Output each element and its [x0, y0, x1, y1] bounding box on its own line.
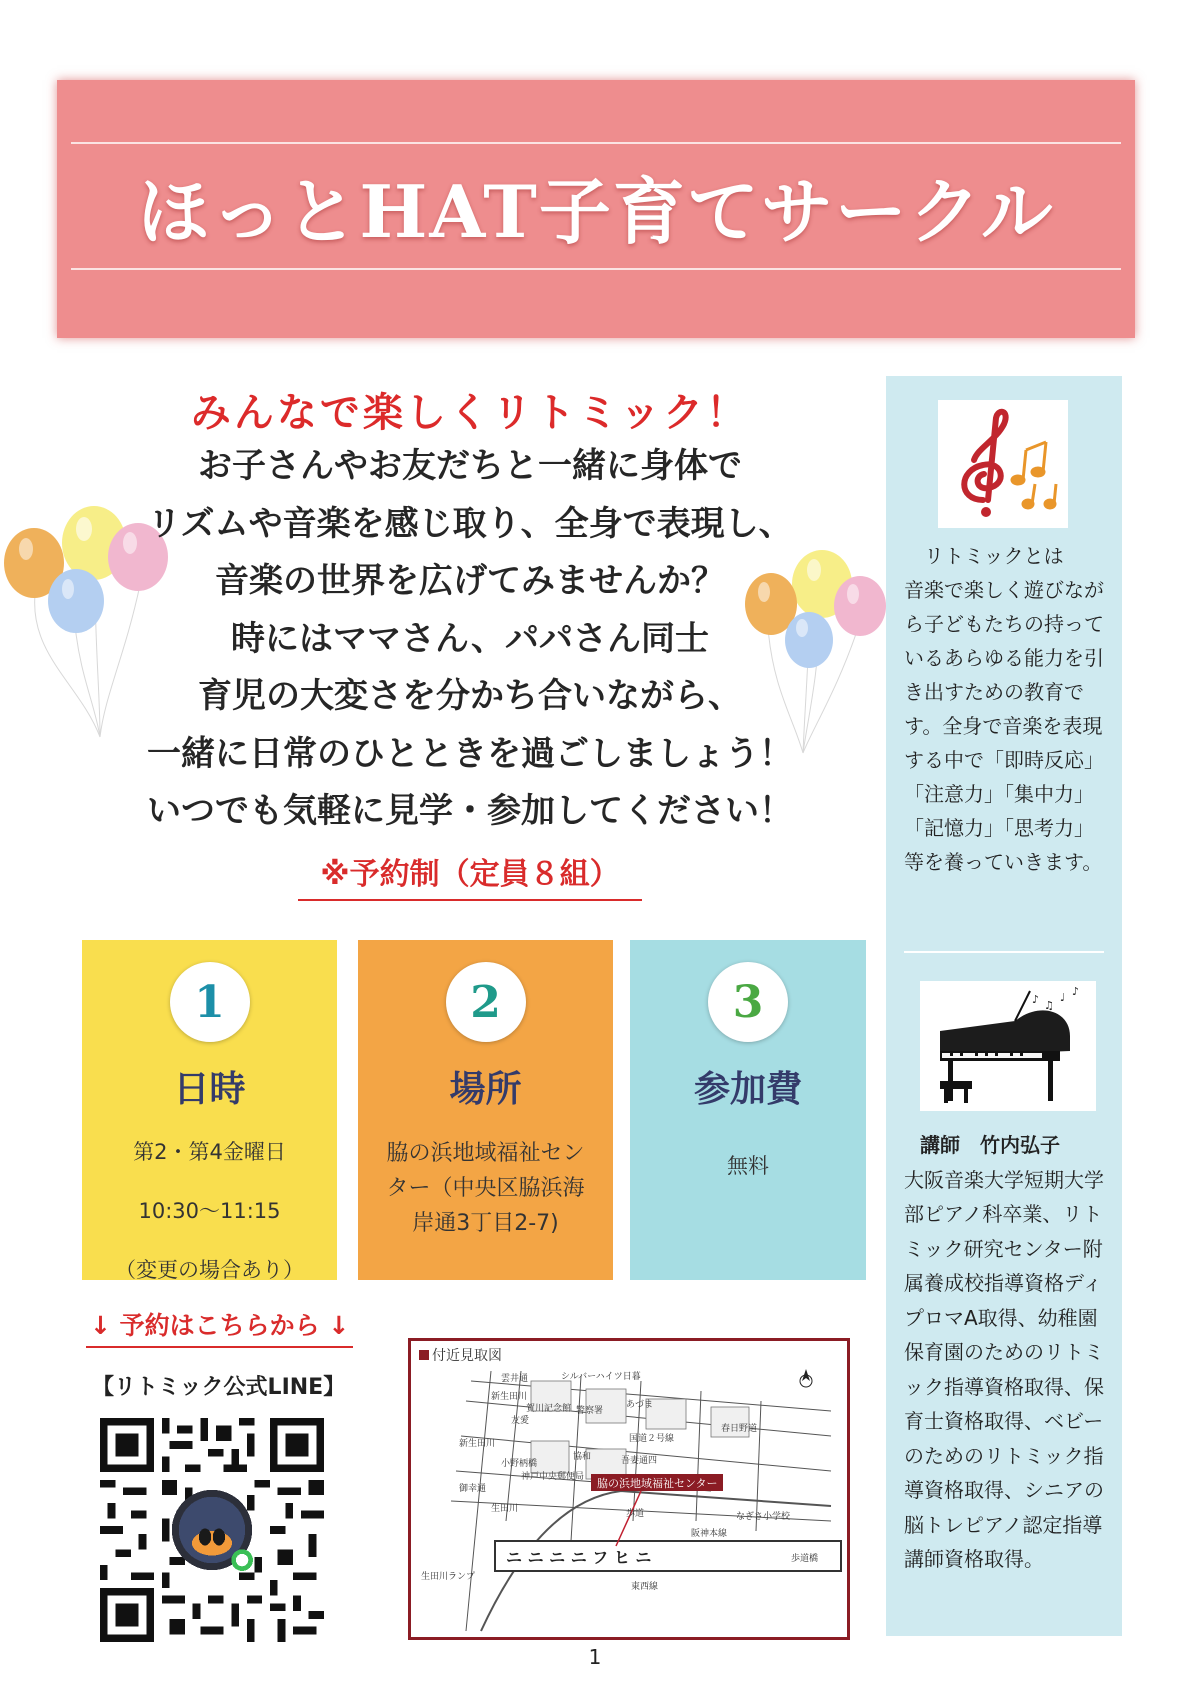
detail-line: （変更の場合あり）: [115, 1258, 304, 1282]
teacher-profile: [904, 1128, 1116, 1577]
page-title: ほっとHAT子育てサークル: [137, 169, 1055, 254]
info-box-fee: [630, 940, 866, 1280]
detail-line: 10:30〜11:15: [138, 1199, 281, 1223]
music-notes-image: [938, 400, 1068, 528]
banner-rule-bottom: [71, 268, 1121, 270]
info-box-datetime: [82, 940, 337, 1280]
map-label: なぎさ小学校: [736, 1512, 791, 1522]
box-title: 場所: [449, 1069, 522, 1110]
line-qr-code[interactable]: [100, 1418, 324, 1642]
detail-line: 無料: [727, 1154, 769, 1178]
map-label: 阪神本線: [691, 1529, 728, 1539]
number-badge: 3: [708, 962, 788, 1042]
map-label: 御幸通: [459, 1484, 487, 1494]
map-label: 吾妻通四: [621, 1456, 658, 1466]
number-badge: 2: [446, 962, 526, 1042]
number-badge: 1: [170, 962, 250, 1042]
rhythmic-text: 音楽で楽しく遊びながら子どもたちの持っているあらゆる能力を引き出すための教育です。全身で音楽を表現する中で「即時反応」「注意力」「集中力」「記憶力」「思考力」等を養っていきます。: [904, 578, 1104, 874]
map-label: 賀川記念館: [526, 1404, 572, 1414]
box-title: 日時: [173, 1069, 246, 1110]
map-label: シルバーハイツ日暮: [561, 1372, 641, 1382]
map-title: 付近見取図: [419, 1345, 502, 1365]
intro-line: お子さんやお友だちと一緒に身体で: [198, 446, 742, 486]
sidebar: [886, 376, 1122, 1636]
teacher-name: 講師 竹内弘子: [920, 1133, 1060, 1157]
map-label: 協和: [573, 1452, 592, 1462]
box-detail: [358, 1136, 613, 1241]
svg-text:♩: ♩: [1060, 991, 1066, 1004]
map-image: [408, 1338, 850, 1640]
map-label: 神戸中央郵便局: [521, 1472, 585, 1482]
info-box-place: [358, 940, 613, 1280]
map-label: 小野柄橋: [501, 1459, 538, 1469]
reservation-link[interactable]: ↓ 予約はこちらから ↓: [86, 1306, 353, 1348]
teacher-text: 大阪音楽大学短期大学部ピアノ科卒業、リトミック研究センター附属養成校指導資格ディプロマA取得、幼稚園保育園のためのリトミック指導資格取得、保育士資格取得、ベビーのためのリトミック指導資格取得、シニアの脳トレピアノ認定指導講師資格取得。: [904, 1167, 1104, 1571]
map-label: 東西線: [631, 1582, 659, 1592]
svg-text:♪: ♪: [1032, 993, 1040, 1006]
map-label: 生田川ランプ: [421, 1572, 476, 1582]
intro-line: 育児の大変さを分かち合いながら、: [198, 676, 742, 716]
svg-text:♪: ♪: [1072, 985, 1080, 998]
grand-piano-image: [920, 981, 1096, 1111]
map-center-label: 脇の浜地域福祉センター: [597, 1477, 718, 1490]
map-label: 警察署: [576, 1406, 604, 1416]
banner-rule-top: [71, 142, 1121, 144]
box-title: 参加費: [693, 1069, 802, 1110]
map-label: 雲井通: [501, 1374, 529, 1384]
detail-line: 第2・第4金曜日: [133, 1140, 286, 1164]
intro-line: 音楽の世界を広げてみませんか？: [215, 561, 725, 601]
sidebar-divider: [904, 951, 1104, 953]
page-number: 1: [588, 1645, 602, 1669]
rhythmic-description: [904, 539, 1112, 879]
intro-section: [110, 388, 830, 901]
map-label: 新生田川: [459, 1439, 496, 1449]
svg-text:♫: ♫: [1044, 999, 1054, 1012]
map-label: 新生田川: [491, 1392, 528, 1402]
map-label: 生田川: [491, 1504, 519, 1514]
intro-line: 一緒に日常のひとときを過ごしましょう！: [147, 733, 793, 774]
map-label: 国道２号線: [629, 1434, 675, 1444]
map-label: 友愛: [511, 1416, 530, 1426]
intro-line: リズムや音楽を感じ取り、全身で表現し、: [147, 503, 793, 544]
map-label: あづま: [626, 1400, 654, 1410]
intro-line: 時にはママさん、パパさん同士: [230, 618, 710, 659]
catch-phrase: みんなで楽しくリトミック！: [190, 389, 750, 436]
line-label: 【リトミック公式LINE】: [92, 1375, 346, 1400]
header-banner: [57, 80, 1135, 338]
reservation-note: ※予約制（定員８組）: [298, 849, 641, 901]
rhythmic-heading: リトミックとは: [924, 544, 1064, 568]
detail-line: 脇の浜地域福祉センター（中央区脇浜海岸通3丁目2-7): [386, 1141, 585, 1236]
box-detail: [630, 1150, 866, 1183]
map-drawing: [411, 1341, 847, 1637]
box-detail: [82, 1136, 337, 1287]
map-label: 歩道橋: [791, 1554, 819, 1564]
svg-text:ニ ニ ニ ニ フ ヒ ニ: ニ ニ ニ ニ フ ヒ ニ: [506, 1548, 652, 1567]
map-label: 春日野道: [721, 1424, 758, 1434]
map-label: 歩道: [626, 1509, 645, 1519]
intro-line: いつでも気軽に見学・参加してください！: [147, 791, 793, 831]
